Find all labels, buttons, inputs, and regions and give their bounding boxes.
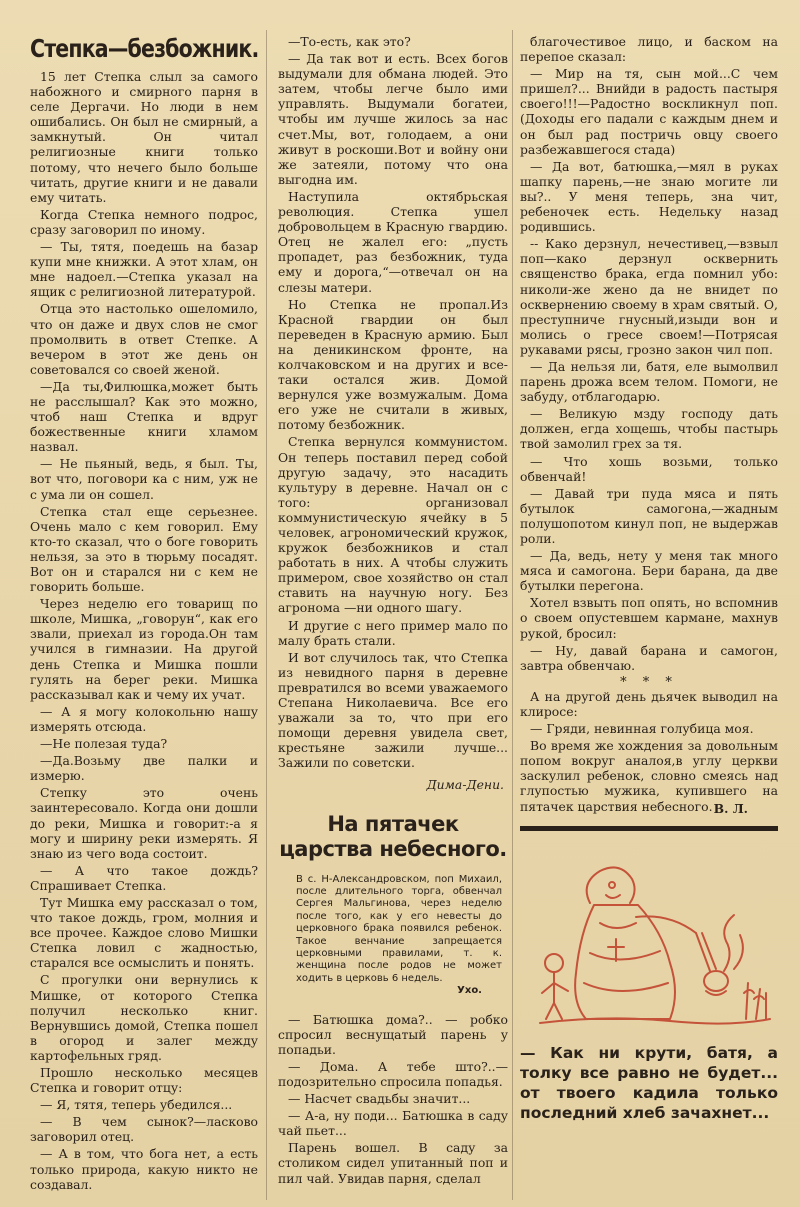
column-2 xyxy=(278,34,508,1188)
epigraph xyxy=(296,874,502,998)
divider-line xyxy=(520,826,778,831)
column-rule xyxy=(512,30,513,1200)
epigraph-text: В с. Н-Александровском, поп Михаил, после длительного торга, обвенчал Сергея Мальгинова, через неделю после того, как у его невесты до церковного брака появился ребенок. Такое венчание запрещается церковными правилами, т. к. женщина после родов не может ходить в церковь 6 недель. xyxy=(296,873,502,984)
paragraph: Но Степка не пропал.Из Красной гвардии он был переведен в Красную армию. Был на деникинском фронте, на колчаковском и на других и все-таки остался жив. Домой вернулся уже возмужалым. Дома его уже не считали в живых, потому безбожник. xyxy=(278,296,508,433)
paragraph: — Я, тятя, теперь убедился... xyxy=(40,1097,233,1113)
paragraph: -- Како дерзнул, нечестивец,—взвыл поп—како дерзнул осквернить священство брака, егда помнил убо: николи-же жено да не внидет по осквернению своему в храм святый. О, преступниче гнусный,изыди вон и молись о гресе своем!—Потрясая рукавами рясы, грозно закон чил поп. xyxy=(520,236,778,357)
paragraph: — Мир на тя, сын мой...С чем пришел?... Внийди в радость пастыря своего!!!—Радостно воскликнул поп.(Доходы его падали с каждым днем и он был рад постричь овцу своего разбежавшегося стада) xyxy=(520,66,778,157)
paragraph: — В чем сынок?—ласково заговорил отец. xyxy=(30,1114,258,1145)
paragraph: — Да нельзя ли, батя, еле вымолвил парень дрожа всем телом. Помоги, не забуду, отблагодарю. xyxy=(520,358,778,405)
paragraph: — Гряди, невинная голубица моя. xyxy=(530,721,754,737)
paragraph: — Не пьяный, ведь, я был. Ты, вот что, поговори ка с ним, уж не с ума ли он сошел. xyxy=(30,456,258,502)
article-2-ending xyxy=(520,689,778,814)
column-rule xyxy=(266,30,267,1200)
paragraph: — Да, ведь, нету у меня так много мяса и самогона. Бери барана, да две бутылки перегона. xyxy=(520,548,778,594)
paragraph: Хотел взвыть поп опять, но вспомнив о своем опустевшем кармане, махнув рукой, бросил: xyxy=(520,595,778,641)
paragraph: Степка вернулся коммунистом. Он теперь поставил перед собой другую задачу, это насадить культуру в деревне. Начал он с того: организовал коммунистическую ячейку в 5 человек, агрономический кружок, кружок безбожников и стал работать в них. А чтобы служить примером, свое хозяйство он стал ставить на научную ногу. Без агронома —ни одного шагу. xyxy=(278,434,508,616)
article-2-body-continued xyxy=(520,34,778,673)
paragraph: — Ты, тятя, поедешь на базар купи мне книжки. А этот хлам, он мне надоел.—Степка указал на ящик с религиозной литературой. xyxy=(30,239,258,300)
cartoon-priest-with-censer-icon xyxy=(520,843,778,1033)
paragraph: 15 лет Степка слыл за самого набожного и смирного парня в селе Дергачи. Но люди в нем ошибались. Он был не смирный, а замкнутый. Он читал религиозные книги только потому, что нечего было больше читать, другие книги и не давали ему читать. xyxy=(30,69,258,205)
paragraph: — Что хошь возьми, только обвенчай! xyxy=(520,453,778,484)
paragraph: —Да ты,Филюшка,может быть не расслышал? Как это можно, чтоб наш Степка и вдруг божественные книги хламом назвал. xyxy=(30,378,258,455)
paragraph: — Батюшка дома?.. — робко спросил веснущатый парень у попадьи. xyxy=(278,1011,508,1057)
paragraph: — Великую мзду господу дать должен, егда хощешь, чтобы пастырь твой замолил грех за тя. xyxy=(520,406,778,452)
article-title: Степка—безбожник. xyxy=(30,34,259,63)
paragraph: Тут Мишка ему рассказал о том, что такое дождь, гром, молния и все прочее. Каждое слово Мишки Степка ловил с жадностью, старался все осмыслить и понять. xyxy=(30,894,258,971)
paragraph: благочестивое лицо, и баском на перепое сказал: xyxy=(520,34,778,65)
paragraph: С прогулки они вернулись к Мишке, от которого Степка получил несколько книг. Вернувшись домой, Степка пошел в огород и залег между картофельных гряд. xyxy=(30,972,258,1063)
paragraph: Степка стал еще серьезнее. Очень мало с кем говорил. Ему кто-то сказал, что о боге говорить нельзя, за это в тюрьму посадят. Вот он и старался ни с кем не говорить больше. xyxy=(30,503,258,595)
paragraph: — Да так вот и есть. Всех богов выдумали для обмана людей. Это затем, чтобы легче было ими управлять. Выдумали богатеи, чтобы им лучше жилось за нас счет.Мы, вот, голодаем, а они живут в роскоши.Вот и войну они же затеяли, потому что она выгодна им. xyxy=(278,51,508,187)
paragraph: Степку это очень заинтересовало. Когда они дошли до реки, Мишка и говорит:-а я могу и ширину реки измерять. Я знаю из чего вода состоит. xyxy=(30,785,258,861)
paragraph: А на другой день дьячек выводил на клиросе: xyxy=(520,688,778,719)
paragraph: И другие с него пример мало по малу брать стали. xyxy=(278,617,508,648)
article-signature: Дима-Дени. xyxy=(426,776,504,792)
paragraph: Парень вошел. В саду за столиком сидел упитанный поп и пил чай. Увидав парня, сделал xyxy=(278,1140,508,1186)
paragraph: — А я могу колокольню нашу измерять отсюда. xyxy=(30,703,258,734)
paragraph: — Давай три пуда мяса и пять бутылок самогона,—жадным полушопотом кинул поп, не выдержав роли. xyxy=(520,485,778,546)
paragraph: —Не полезая туда? xyxy=(40,736,168,752)
article-title-2: На пятачек царства небесного. xyxy=(279,811,507,861)
cartoon-caption: — Как ни крути, батя, а толку все равно не будет... от твоего кадила только последний хлеб зачахнет... xyxy=(520,1043,778,1122)
paragraph: И вот случилось так, что Степка из невидного парня в деревне превратился во всеми уважаемого Степана Николаевича. Все его уважали за то, что при его помощи деревня увидела свет, крестьяне зажили лучше... Зажили по советски. xyxy=(278,649,508,771)
paragraph: — Ну, давай барана и самогон, завтра обвенчаю. xyxy=(520,642,778,673)
article-body-continued xyxy=(278,34,508,771)
article-2-signature: В. Л. xyxy=(713,800,748,816)
paragraph: Когда Степка немного подрос, сразу заговорил по иному. xyxy=(30,206,258,237)
article-2-body xyxy=(278,1012,508,1186)
paragraph: —Да.Возьму две палки и измерю. xyxy=(30,753,258,784)
article-body xyxy=(30,69,258,1192)
paragraph: — А что такое дождь? Спрашивает Степка. xyxy=(30,862,258,893)
cartoon-illustration xyxy=(520,843,778,1033)
epigraph-source: Ухо. xyxy=(457,985,482,997)
paragraph: Наступила октябрьская революция. Степка ушел добровольцем в Красную гвардию. Отец не жалел его: „пусть пропадет, раз безбожник, туда ему и дорога,“—отвечал он на слезы матери. xyxy=(278,188,508,295)
column-1 xyxy=(30,34,258,1194)
paragraph: Прошло несколько месяцев Степка и говорит отцу: xyxy=(30,1065,258,1096)
column-3 xyxy=(520,34,778,1123)
paragraph: —То-есть, как это? xyxy=(288,34,411,49)
paragraph: — Да вот, батюшка,—мял в руках шапку парень,—не знаю могите ли вы?.. У меня теперь, зна чит, ребеночек есть. Недельку назад родившись. xyxy=(520,158,778,235)
paragraph: Через неделю его товарищ по школе, Мишка, „говорун“, как его звали, приехал из города.Он там учился в гимназии. На другой день Степка и Мишка пошли гулять на берег реки. Мишка рассказывал как и чему их учат. xyxy=(30,596,258,702)
paragraph: Отца это настолько ошеломило, что он даже и двух слов не смог промолвить в ответ Степке. А вечером в этот же день он советовался со своей женой. xyxy=(30,301,258,377)
separator-asterisks: * * * xyxy=(620,674,678,690)
paragraph: — А-а, ну поди... Батюшка в саду чай пьет... xyxy=(278,1108,508,1139)
paragraph: Во время же хождения за довольным попом вокруг аналоя,в углу церкви заскулил ребенок, словно смеясь над глупостью мужика, купившего на пятачек царствия небесного. xyxy=(520,738,778,814)
paragraph: — А в том, что бога нет, а есть только природа, какую никто не создавал. xyxy=(30,1146,258,1192)
paragraph: — Насчет свадьбы значит... xyxy=(288,1091,471,1107)
paragraph: — Дома. А тебе што?..—подозрительно спросила попадья. xyxy=(278,1058,508,1089)
